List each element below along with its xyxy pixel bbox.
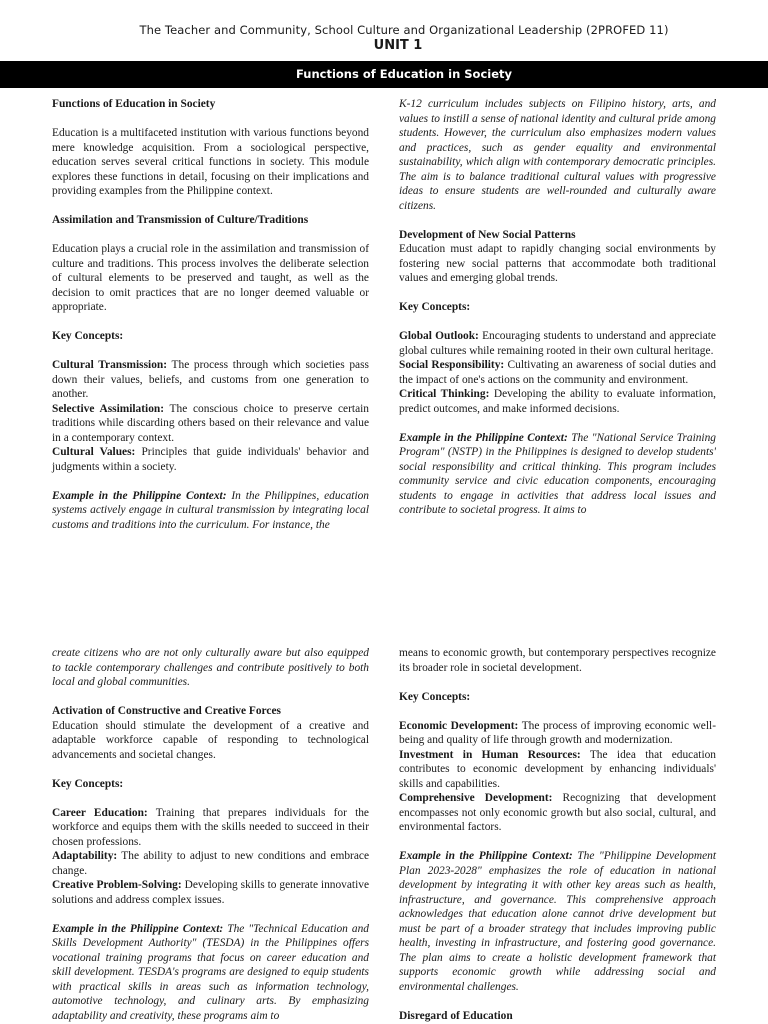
concept-term: Global Outlook: [399, 330, 479, 342]
key-concepts-heading: Key Concepts: [399, 301, 471, 313]
key-concepts-heading: Key Concepts: [52, 330, 124, 342]
concept-term: Comprehensive Development: [399, 792, 553, 804]
concept-term: Cultural Transmission: [52, 359, 168, 371]
key-concept-item [399, 791, 716, 835]
key-concept-item [52, 806, 369, 850]
page2-left-column [52, 646, 369, 1023]
key-concept-item [52, 878, 369, 907]
course-title: The Teacher and Community, School Culture and Organizational Leadership (2PROFED 11) [139, 23, 669, 37]
concept-term: Social Responsibility: [399, 359, 505, 371]
continued-paragraph: create citizens who are not only culturally aware but also equipped to tackle contemporary challenges and contribute positively to both local and global communities. [52, 647, 369, 688]
example-paragraph [52, 922, 369, 1024]
key-concepts-heading: Key Concepts: [399, 690, 471, 703]
assimilation-paragraph: Education plays a crucial role in the assimilation and transmission of culture and traditions. This process involves the deliberate selection of cultural elements to be preserved and taught, as well as the decision to omit practices that are no longer deemed valuable or appropriate. [52, 243, 369, 313]
concept-text: Encouraging students to understand and appreciate global cultures while remaining rooted in their own cultural heritage. [399, 330, 716, 357]
example-text: The "Technical Education and Skills Development Authority" (TESDA) in the Philippines offers vocational training programs that focus on career education and skill development. TESDA's programs are designed to equip students with practical skills in areas such as information technology, automotive technology, and culinary arts. By emphasizing adaptability and creativity, these programs aim to [52, 922, 369, 1022]
key-concept-item [52, 445, 369, 474]
concept-term: Cultural Values: [52, 446, 136, 458]
example-label: Example in the Philippine Context: [52, 922, 224, 935]
heading-disregard-of-education: Disregard of Education [399, 1009, 513, 1022]
concept-text: Recognizing that development encompasses not only economic growth but also social, cultural, and environmental factors. [399, 792, 717, 833]
continued-paragraph: K-12 curriculum includes subjects on Filipino history, arts, and values to instill a sense of national identity and cultural pride among students. However, the curriculum also emphasizes modern values and practices, such as gender equality and environmental sustainability, which align with contemporary democratic principles. The aim is to balance traditional cultural values with progressive ideas to ensure students are well-rounded and culturally aware citizens. [399, 98, 716, 212]
concept-term: Economic Development: [399, 719, 519, 732]
page1-left-column [52, 97, 369, 532]
social-patterns-paragraph: Education must adapt to rapidly changing social environments by fostering new social patterns that accommodate both traditional values and emerging global trends. [399, 243, 716, 284]
concept-term: Creative Problem-Solving: [52, 879, 182, 891]
heading-new-social-patterns: Development of New Social Patterns [399, 228, 576, 241]
concept-text: Principles that guide individuals' behavior and judgments within a society. [52, 446, 369, 473]
concept-text: Training that prepares individuals for the workforce and equips them with the skills needed to succeed in their chosen professions. [52, 806, 369, 848]
intro-paragraph: Education is a multifaceted institution with various functions beyond mere knowledge acquisition. From a sociological perspective, education serves several critical functions in society. This module explores these functions in detail, focusing on their implications and providing examples from the Philippine context. [52, 127, 369, 197]
key-concept-item [52, 849, 369, 878]
example-paragraph [52, 489, 369, 533]
page2-right-column [399, 646, 716, 1023]
key-concept-item [52, 358, 369, 402]
concept-text: Developing skills to generate innovative solutions and address complex issues. [52, 879, 370, 906]
concept-text: The idea that education contributes to economic development by enhancing individuals' skills and capabilities. [399, 748, 716, 790]
example-text: The "Philippine Development Plan 2023-2028" emphasizes the role of education in national development by integrating it with other key areas such as health, infrastructure, and governance. This comprehensive approach acknowledges that education alone cannot drive development but must be part of a broader strategy that includes improving public health, investing in infrastructure, and fostering good governance. The plan aims to create a holistic development framework that supports economic growth while addressing social and environmental challenges. [399, 850, 716, 993]
key-concept-item [399, 387, 716, 416]
page1-right-column [399, 97, 716, 518]
concept-term: Selective Assimilation: [52, 402, 165, 415]
example-text: The "National Service Training Program" (NSTP) in the Philippines is designed to develop students' social responsibility and critical thinking. This program includes community service and civic education components, encouraging students to engage in activities that address local issues and contribute to societal progress. It aims to [399, 431, 716, 516]
section-banner: Functions of Education in Society [0, 61, 768, 88]
continued-paragraph: means to economic growth, but contemporary perspectives recognize its broader role in societal development. [399, 647, 716, 674]
example-label: Example in the Philippine Context: [399, 850, 573, 862]
concept-text: Cultivating an awareness of social duties and the impact of one's actions on the community and environment. [399, 359, 716, 386]
key-concept-item [399, 358, 716, 387]
example-paragraph [399, 431, 716, 518]
concept-term: Investment in Human Resources: [399, 748, 581, 761]
key-concept-item [399, 719, 716, 748]
heading-functions: Functions of Education in Society [52, 98, 216, 110]
heading-assimilation: Assimilation and Transmission of Culture/Traditions [52, 214, 309, 226]
unit-label: UNIT 1 [373, 38, 423, 53]
key-concept-item [52, 402, 369, 446]
key-concept-item [399, 329, 716, 358]
example-paragraph [399, 849, 716, 994]
concept-term: Critical Thinking: [399, 388, 490, 400]
concept-text: The process of improving economic well-being and quality of life through growth and modernization. [399, 719, 716, 746]
example-label: Example in the Philippine Context: [52, 489, 227, 502]
example-text: In the Philippines, education systems actively engage in cultural transmission by integrating local customs and traditions into the curriculum. For instance, the [52, 489, 369, 531]
concept-term: Adaptability: [52, 850, 118, 862]
concept-text: The ability to adjust to new conditions and embrace change. [52, 850, 369, 877]
key-concepts-heading: Key Concepts: [52, 777, 124, 790]
concept-term: Career Education: [52, 806, 148, 819]
concept-text: Developing the ability to evaluate information, predict outcomes, and make informed decisions. [399, 388, 716, 415]
concept-text: The conscious choice to preserve certain traditions while discarding others based on their relevance and value in a contemporary context. [52, 402, 369, 444]
example-label: Example in the Philippine Context: [399, 431, 568, 444]
key-concept-item [399, 748, 716, 792]
concept-text: The process through which societies pass down their values, beliefs, and customs from one generation to another. [52, 359, 369, 400]
heading-constructive-forces: Activation of Constructive and Creative Forces [52, 705, 281, 717]
constructive-forces-paragraph: Education should stimulate the development of a creative and adaptable workforce capable of responding to technological advancements and societal changes. [52, 719, 369, 761]
